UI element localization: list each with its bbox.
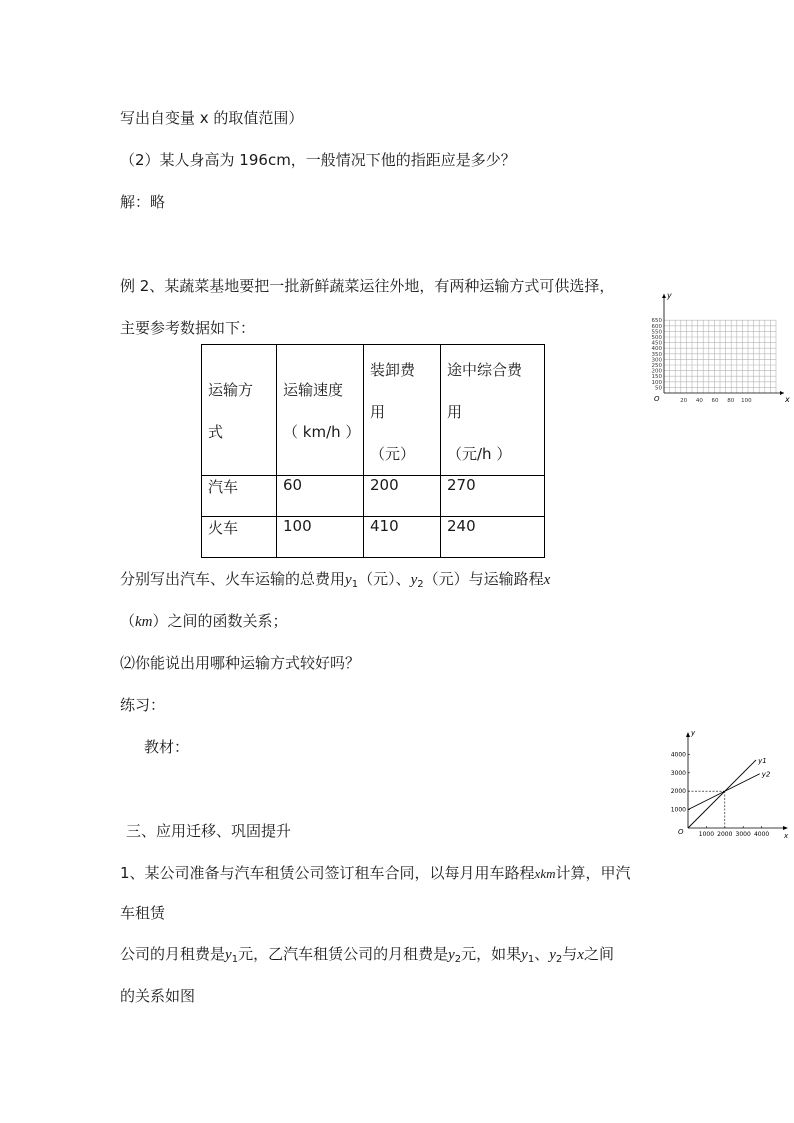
problem-1-line-4: 的关系如图 xyxy=(120,987,196,1005)
header-mode-line: 式 xyxy=(208,423,224,441)
transport-table xyxy=(201,344,545,558)
grid-chart xyxy=(644,288,790,408)
x-axis-arrow xyxy=(780,391,784,395)
header-load-line: 装卸费 xyxy=(370,361,416,379)
symbol-sub: 1 xyxy=(351,579,359,590)
y-axis-label: y xyxy=(691,729,696,737)
text-fragment: 计算，甲汽 xyxy=(555,864,631,882)
header-travel-line: 途中综合费 xyxy=(447,361,523,379)
text-line-6 xyxy=(120,569,550,595)
header-load-fee xyxy=(364,345,441,476)
problem-1-line-2: 车租赁 xyxy=(120,904,166,922)
section-heading: 三、应用迁移、巩固提升 xyxy=(126,822,292,840)
origin-label: O xyxy=(678,828,684,836)
symbol-xkm: xkm xyxy=(534,866,556,881)
problem-1-line-3 xyxy=(120,944,614,970)
y-tick-label: 300 xyxy=(651,357,662,364)
text-line-5: 主要参考数据如下： xyxy=(120,319,256,337)
y-tick-label: 2000 xyxy=(670,788,686,796)
symbol-x: x xyxy=(543,572,551,588)
header-speed-line: （ km/h ） xyxy=(283,423,361,441)
y-tick-label: 450 xyxy=(651,340,662,347)
x-tick-label: 40 xyxy=(695,398,703,404)
text-fragment: 1、某公司准备与汽车租赁公司签订租车合同，以每月用车路程 xyxy=(120,864,535,882)
symbol-y: y xyxy=(410,572,418,588)
x-tick-label: 3000 xyxy=(735,831,751,838)
y-tick-label: 50 xyxy=(655,385,662,392)
header-load-line: （元） xyxy=(370,445,416,463)
cell-speed: 60 xyxy=(277,476,364,517)
series-line-y2 xyxy=(688,774,760,810)
table-row xyxy=(202,476,545,517)
header-travel-fee xyxy=(441,345,545,476)
y-tick-label: 100 xyxy=(651,379,662,386)
y-tick-label: 600 xyxy=(651,323,662,330)
y-tick-label: 250 xyxy=(651,363,662,369)
x-tick-label: 4000 xyxy=(753,831,770,838)
text-fragment: 与 xyxy=(562,945,578,963)
line-chart xyxy=(666,728,790,840)
x-axis-arrow xyxy=(783,826,788,830)
x-axis-label: x xyxy=(784,832,789,840)
x-tick-label: 1000 xyxy=(698,831,715,838)
text-fragment: ）之间的函数关系； xyxy=(152,612,288,630)
cell-load: 410 xyxy=(364,517,441,558)
cell-cost: 240 xyxy=(441,517,545,558)
cell-mode: 火车 xyxy=(202,517,277,558)
y-tick-label: 200 xyxy=(651,368,662,375)
series-label-y2: y2 xyxy=(761,770,771,779)
header-load-line: 用 xyxy=(370,403,386,421)
y-axis-arrow xyxy=(662,294,666,298)
header-speed-line: 运输速度 xyxy=(283,381,344,399)
text-fragment: 、 xyxy=(534,945,550,963)
x-tick-label: 80 xyxy=(727,398,735,404)
text-fragment: 之间 xyxy=(583,945,614,963)
symbol-sub: 1 xyxy=(527,954,535,965)
text-line-3: 解：略 xyxy=(120,193,166,211)
symbol-sub: 2 xyxy=(417,579,424,590)
symbol-sub: 2 xyxy=(555,954,563,965)
table-header-row xyxy=(202,345,545,476)
text-line-7 xyxy=(120,611,288,632)
text-fragment: 分别写出汽车、火车运输的总费用 xyxy=(120,570,346,588)
symbol-x: x xyxy=(577,947,584,963)
y-axis-label: y xyxy=(667,291,672,300)
x-tick-label: 100 xyxy=(741,398,752,404)
origin-label: O xyxy=(654,395,660,403)
y-tick-label: 3000 xyxy=(670,769,686,777)
cell-speed: 100 xyxy=(277,517,364,558)
text-fragment: 元，如果 xyxy=(461,945,522,963)
x-tick-label: 60 xyxy=(711,398,719,404)
text-fragment: 元，乙汽车租赁公司的月租费是 xyxy=(238,945,449,963)
y-tick-label: 350 xyxy=(651,351,662,358)
y-tick-label: 150 xyxy=(651,374,662,381)
text-line-9: 练习： xyxy=(120,696,166,714)
symbol-y: y xyxy=(549,947,556,963)
table-row xyxy=(202,517,545,558)
series-line-y1 xyxy=(688,760,756,828)
text-fragment: （元）与运输路程 xyxy=(423,570,544,588)
text-fragment: （ xyxy=(120,612,136,630)
text-line-8: ⑵你能说出用哪种运输方式较好吗？ xyxy=(120,654,361,672)
symbol-y: y xyxy=(225,947,232,963)
y-tick-label: 400 xyxy=(651,346,662,353)
y-tick-label: 550 xyxy=(651,329,662,336)
symbol-y: y xyxy=(448,947,455,963)
x-tick-label: 2000 xyxy=(717,831,733,838)
header-travel-line: （元/h ） xyxy=(447,445,512,463)
y-axis-arrow xyxy=(686,732,690,737)
text-line-2: （2）某人身高为 196cm，一般情况下他的指距应是多少？ xyxy=(120,151,516,169)
problem-1-line-1 xyxy=(120,863,631,884)
text-fragment: 公司的月租费是 xyxy=(120,945,226,963)
header-mode-line: 运输方 xyxy=(208,381,254,399)
symbol-sub: 1 xyxy=(231,954,239,965)
header-travel-line: 用 xyxy=(447,403,463,421)
x-tick-label: 20 xyxy=(680,398,688,404)
text-line-1: 写出自变量 x 的取值范围） xyxy=(120,109,304,127)
symbol-y: y xyxy=(345,572,352,588)
y-tick-label: 4000 xyxy=(670,751,686,759)
text-line-10: 教材： xyxy=(144,738,190,756)
example-2-intro: 例 2、某蔬菜基地要把一批新鲜蔬菜运往外地，有两种运输方式可供选择， xyxy=(120,277,615,295)
header-mode xyxy=(202,345,277,476)
symbol-sub: 2 xyxy=(454,954,462,965)
text-fragment: （元）、 xyxy=(358,570,411,588)
x-axis-label: x xyxy=(785,395,790,404)
y-tick-label: 1000 xyxy=(670,806,686,814)
symbol-km: km xyxy=(135,614,153,630)
cell-load: 200 xyxy=(364,476,441,517)
header-speed xyxy=(277,345,364,476)
series-label-y1: y1 xyxy=(758,756,767,765)
cell-mode: 汽车 xyxy=(202,476,277,517)
symbol-y: y xyxy=(521,947,528,963)
y-tick-label: 650 xyxy=(651,318,662,325)
cell-cost: 270 xyxy=(441,476,545,517)
y-tick-label: 500 xyxy=(651,335,662,341)
